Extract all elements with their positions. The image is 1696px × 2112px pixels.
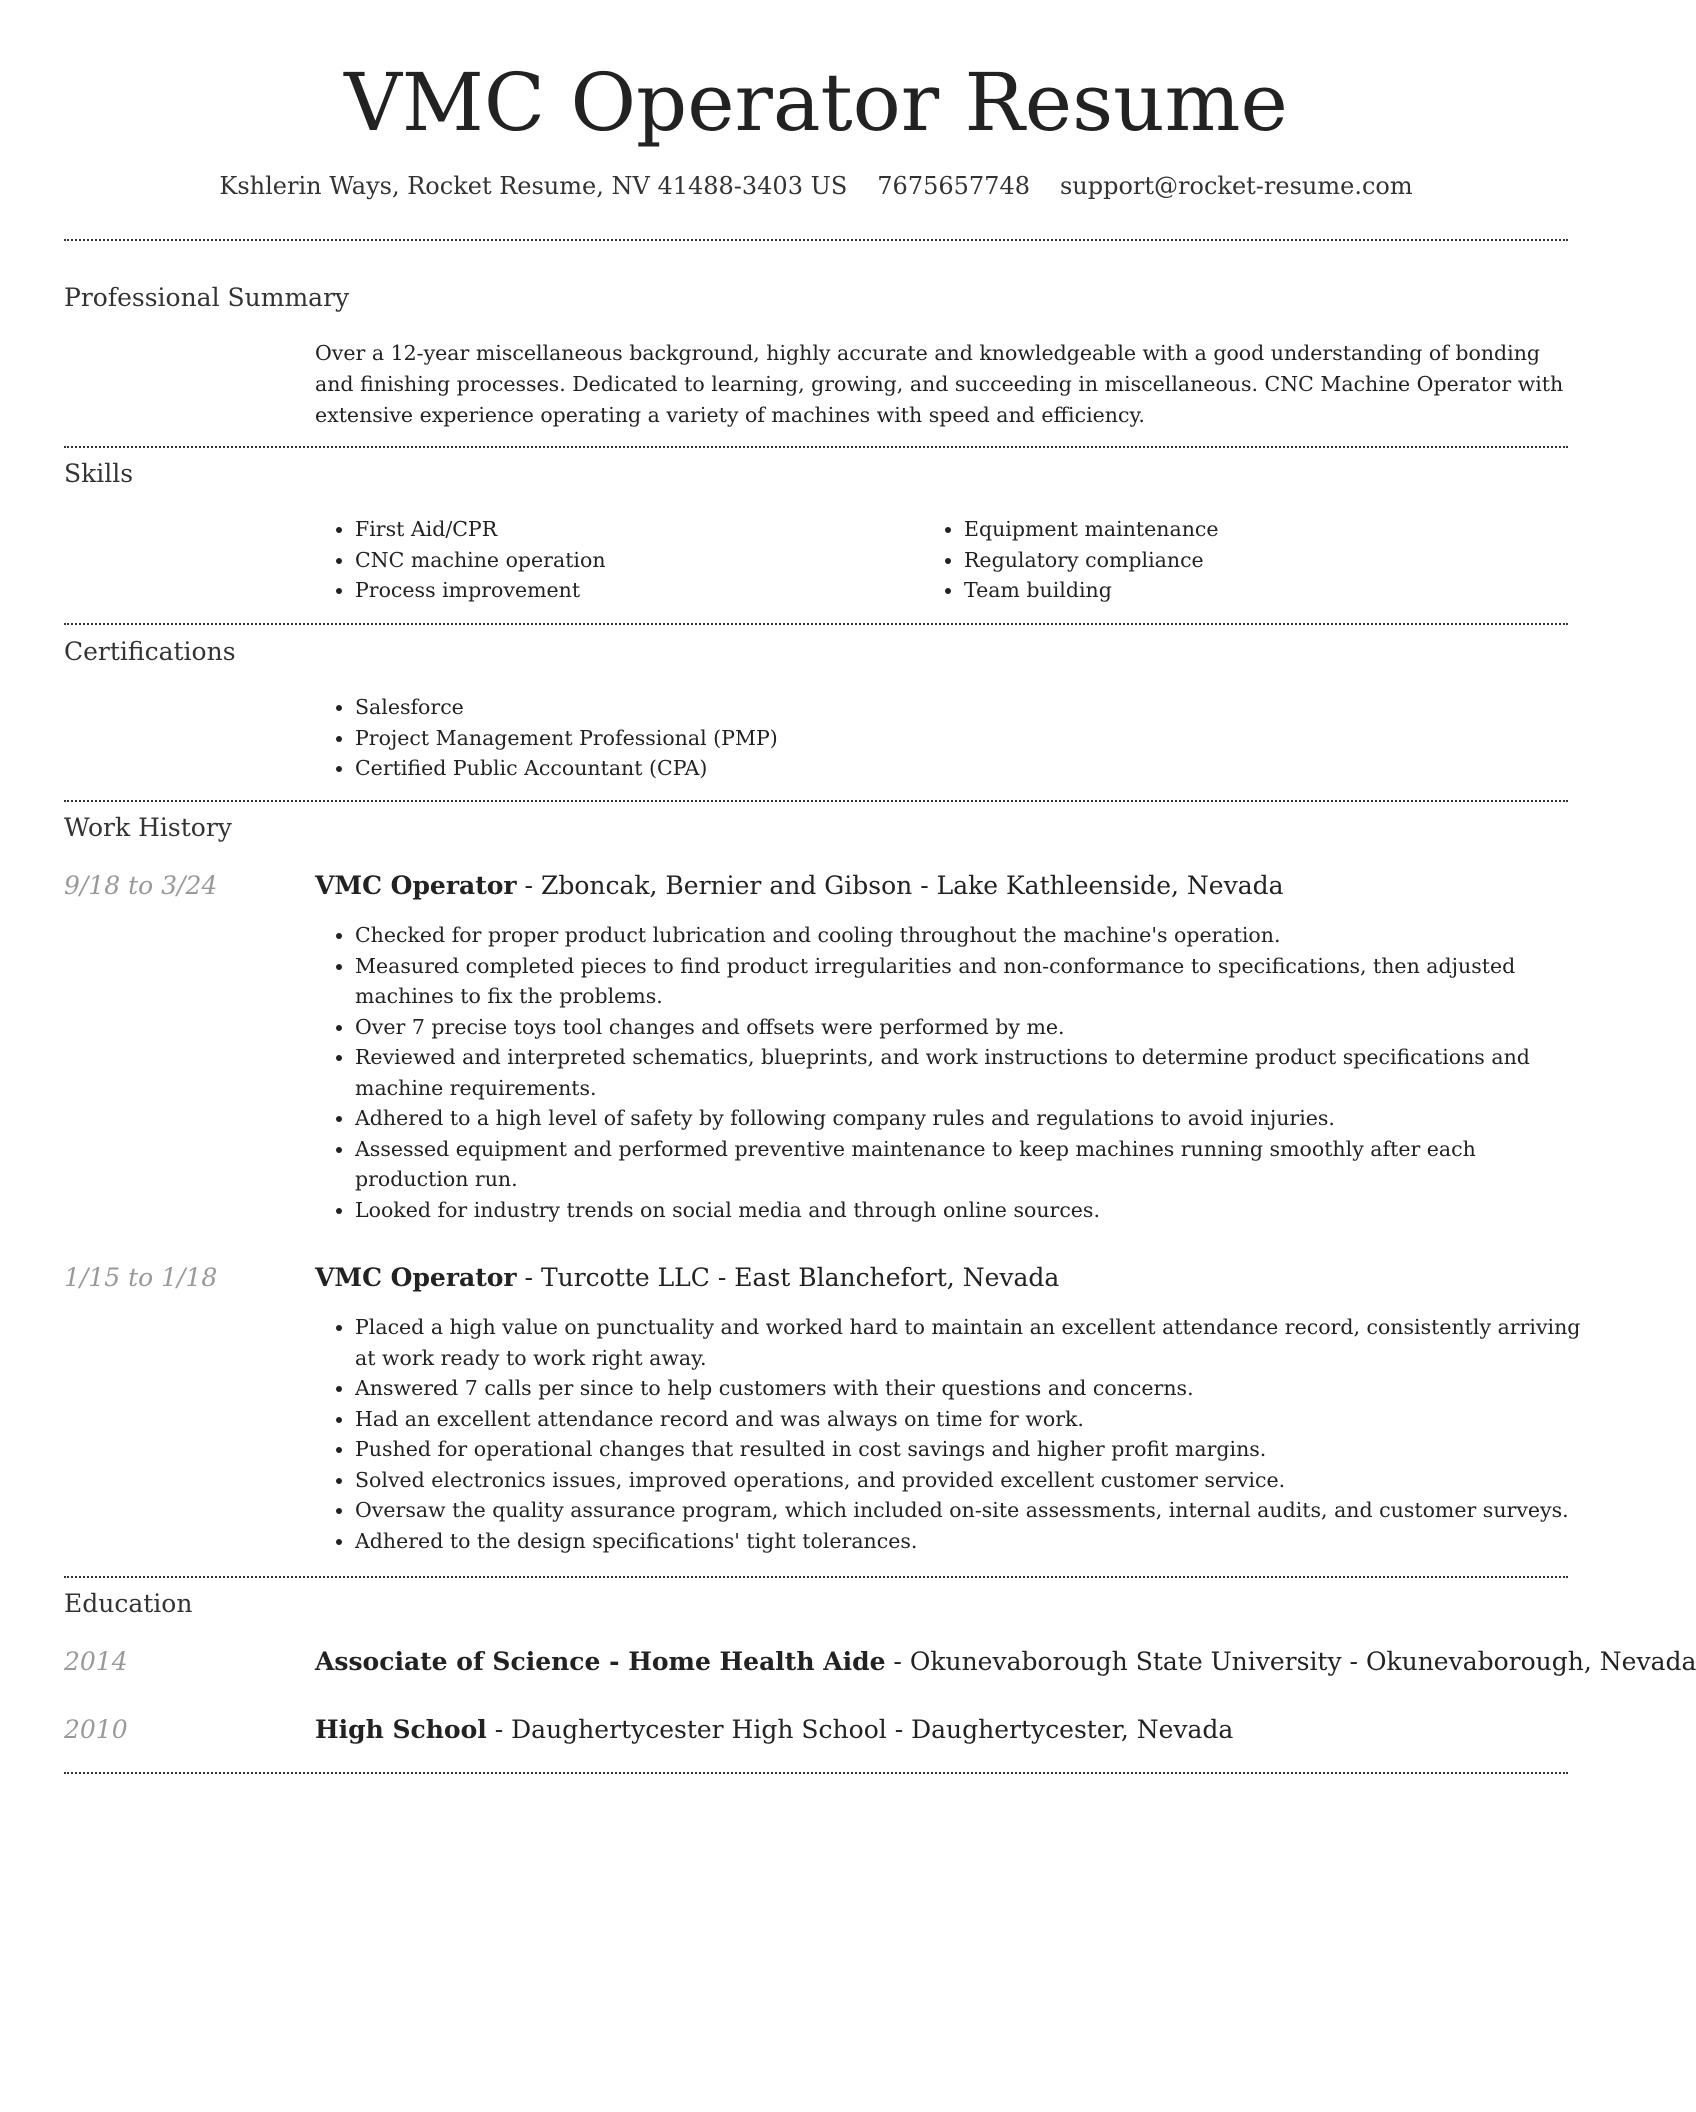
contact-line bbox=[0, 170, 1632, 202]
job-bullet: • Assessed equipment and performed preventive maintenance to keep machines running smoothly after each production run. bbox=[355, 1134, 1565, 1195]
contact-address: Kshlerin Ways, Rocket Resume, NV 41488-3403 US bbox=[219, 172, 848, 200]
skill-item: • Process improvement bbox=[355, 575, 606, 606]
job-employer: Turcotte LLC bbox=[540, 1263, 710, 1292]
certification-item: • Certified Public Accountant (CPA) bbox=[355, 753, 778, 784]
job-bullet: • Solved electronics issues, improved operations, and provided excellent customer service. bbox=[355, 1465, 1599, 1496]
skill-item: • CNC machine operation bbox=[355, 545, 606, 576]
job-bullets bbox=[311, 1312, 1599, 1556]
job-dates: 1/15 to 1/18 bbox=[64, 1263, 218, 1292]
contact-email[interactable]: support@rocket-resume.com bbox=[1059, 172, 1413, 200]
education-location: Okunevaborough, Nevada bbox=[1365, 1647, 1696, 1676]
section-heading-education: Education bbox=[64, 1589, 193, 1618]
divider bbox=[64, 800, 1568, 802]
job-location: East Blanchefort, Nevada bbox=[734, 1263, 1060, 1292]
separator: - bbox=[486, 1715, 512, 1744]
job-bullet: • Checked for proper product lubrication and cooling throughout the machine's operation. bbox=[355, 920, 1565, 951]
education-school: Okunevaborough State University bbox=[909, 1647, 1342, 1676]
certification-item: • Salesforce bbox=[355, 692, 778, 723]
skills-list-left bbox=[311, 514, 606, 606]
skills-list-right bbox=[920, 514, 1219, 606]
education-heading bbox=[315, 1713, 1233, 1747]
skill-item: • Team building bbox=[964, 575, 1219, 606]
certifications-list bbox=[311, 692, 778, 784]
job-title: VMC Operator bbox=[315, 871, 517, 900]
divider bbox=[64, 239, 1568, 241]
education-degree: High School bbox=[315, 1715, 487, 1744]
job-bullet: • Oversaw the quality assurance program, which included on-site assessments, internal audits, and customer surveys. bbox=[355, 1495, 1599, 1526]
job-bullet: • Placed a high value on punctuality and worked hard to maintain an excellent attendance record, consistently arriving at work ready to work right away. bbox=[355, 1312, 1599, 1373]
section-heading-skills: Skills bbox=[64, 459, 134, 488]
job-bullet: • Over 7 precise toys tool changes and offsets were performed by me. bbox=[355, 1012, 1565, 1043]
education-year: 2014 bbox=[64, 1647, 128, 1676]
job-bullet: • Answered 7 calls per since to help customers with their questions and concerns. bbox=[355, 1373, 1599, 1404]
separator: - bbox=[516, 871, 541, 900]
section-heading-certifications: Certifications bbox=[64, 637, 236, 666]
job-bullet: • Pushed for operational changes that resulted in cost savings and higher profit margins. bbox=[355, 1434, 1599, 1465]
separator: - bbox=[885, 1647, 910, 1676]
job-bullet: • Adhered to the design specifications' tight tolerances. bbox=[355, 1526, 1599, 1557]
education-year: 2010 bbox=[64, 1715, 128, 1744]
skill-item: • Equipment maintenance bbox=[964, 514, 1219, 545]
job-location: Lake Kathleenside, Nevada bbox=[936, 871, 1284, 900]
divider bbox=[64, 1576, 1568, 1578]
job-bullet: • Measured completed pieces to find product irregularities and non-conformance to specifications, then adjusted machines to fix the problems. bbox=[355, 951, 1565, 1012]
job-employer: Zboncak, Bernier and Gibson bbox=[540, 871, 913, 900]
separator: - bbox=[1341, 1647, 1366, 1676]
certification-item: • Project Management Professional (PMP) bbox=[355, 723, 778, 754]
section-heading-summary: Professional Summary bbox=[64, 283, 350, 312]
skill-item: • First Aid/CPR bbox=[355, 514, 606, 545]
contact-phone: 7675657748 bbox=[877, 172, 1030, 200]
education-heading bbox=[315, 1645, 1696, 1679]
education-location: Daughertycester, Nevada bbox=[911, 1715, 1234, 1744]
separator: - bbox=[886, 1715, 912, 1744]
education-degree: Associate of Science - Home Health Aide bbox=[315, 1647, 886, 1676]
job-bullet: • Had an excellent attendance record and was always on time for work. bbox=[355, 1404, 1599, 1435]
divider bbox=[64, 1772, 1568, 1774]
job-bullet: • Looked for industry trends on social media and through online sources. bbox=[355, 1195, 1565, 1226]
job-dates: 9/18 to 3/24 bbox=[64, 871, 218, 900]
job-heading bbox=[315, 1261, 1059, 1295]
resume-title: VMC Operator Resume bbox=[344, 56, 1288, 149]
divider bbox=[64, 446, 1568, 448]
job-bullet: • Adhered to a high level of safety by following company rules and regulations to avoid injuries. bbox=[355, 1103, 1565, 1134]
job-bullets bbox=[311, 920, 1565, 1225]
separator: - bbox=[912, 871, 937, 900]
summary-text: Over a 12-year miscellaneous background, highly accurate and knowledgeable with a good understanding of bonding and finishing processes. Dedicated to learning, growing, and succeeding in miscellaneous. CNC Machine Operator with extensive experience operating a variety of machines with speed and efficiency. bbox=[315, 341, 1564, 427]
divider bbox=[64, 623, 1568, 625]
skill-item: • Regulatory compliance bbox=[964, 545, 1219, 576]
section-heading-work-history: Work History bbox=[64, 813, 232, 842]
job-title: VMC Operator bbox=[315, 1263, 517, 1292]
separator: - bbox=[516, 1263, 541, 1292]
job-heading bbox=[315, 869, 1284, 903]
separator: - bbox=[709, 1263, 735, 1292]
job-bullet: • Reviewed and interpreted schematics, blueprints, and work instructions to determine product specifications and machine requirements. bbox=[355, 1042, 1565, 1103]
education-school: Daughertycester High School bbox=[511, 1715, 887, 1744]
